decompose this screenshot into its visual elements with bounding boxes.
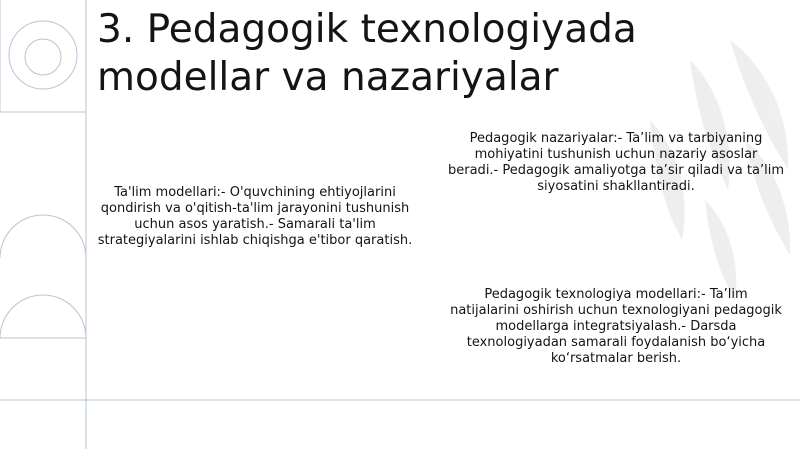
deco-circle-inner — [25, 39, 61, 75]
pedagogik-texnologiya-modellari-text: Pedagogik texnologiya modellari:- Ta’lim natijalarini oshirish uchun texnologiyani pedagogik modellarga integratsiyalash.- Darsda texnologiyadan samarali foydalanish bo‘yicha ko‘rsatmalar berish. — [450, 287, 782, 366]
deco-arch-bottom — [0, 295, 86, 338]
pedagogik-nazariyalar-text: Pedagogik nazariyalar:- Ta’lim va tarbiyaning mohiyatini tushunish uchun nazariy asoslar beradi.- Pedagogik amaliyotga ta’sir qiladi va ta’lim siyosatini shakllantiradi. — [448, 131, 784, 194]
deco-arch-top — [0, 215, 86, 258]
deco-circle-outer — [9, 21, 77, 89]
talim-modellari-text: Ta'lim modellari:- O'quvchining ehtiyojlarini qondirish va o'qitish-ta'lim jarayonini tushunish uchun asos yaratish.- Samarali ta'lim strategiyalarini ishlab chiqishga e'tibor qaratish. — [97, 185, 413, 248]
slide-title: 3. Pedagogik texnologiyada modellar va nazariyalar — [97, 7, 637, 100]
